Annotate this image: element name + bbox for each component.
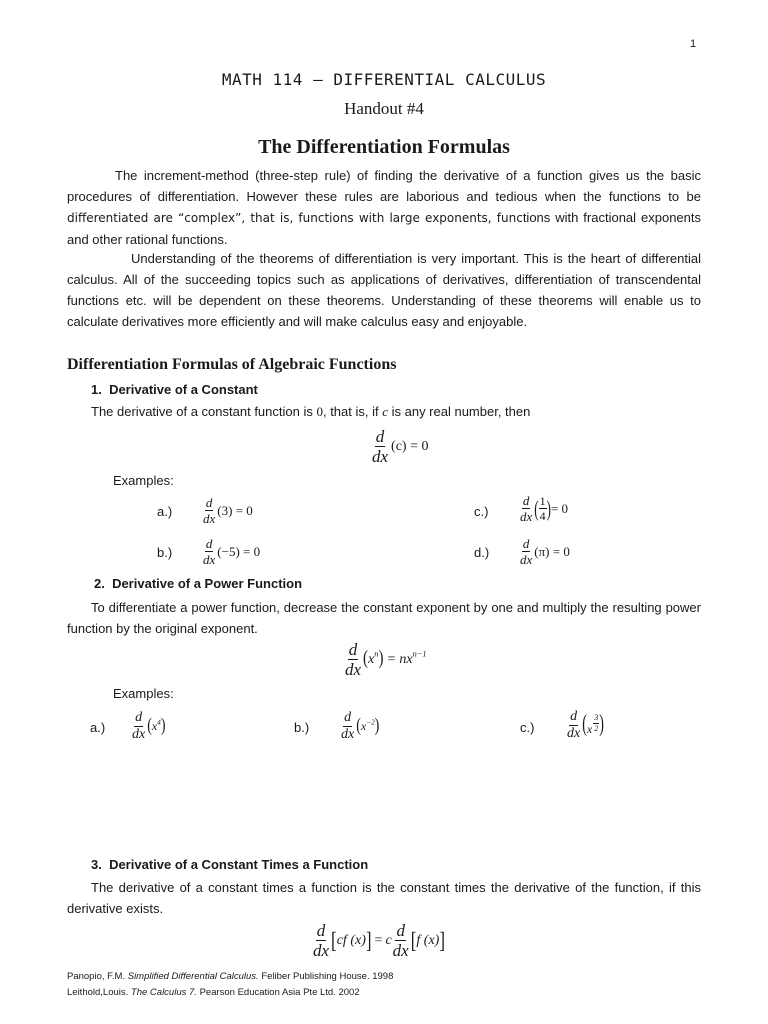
s1-example-d-expr: (π) = 0 — [534, 543, 570, 559]
s2-example-c: $\frac{d}{dx}$ ( x $\frac{3}{2}$ ) — [567, 709, 604, 741]
section-3-text-block — [67, 877, 701, 919]
d-numerator: d — [348, 640, 358, 659]
intro-paragraph-2 — [67, 248, 701, 332]
section-3-text: The derivative of a constant times a function is the constant times the derivative of the function, if this derivative exists. — [67, 880, 701, 916]
section-1-heading: 1. Derivative of a Constant — [91, 382, 258, 397]
section-2-text-block — [67, 597, 701, 639]
reference-title: The Calculus 7. — [130, 987, 197, 998]
constant-multiple-formula: $\frac{d}{dx}$ [ cf (x) ] = c $\frac{d}{dx}$ [ f (x) ] — [313, 921, 445, 960]
course-title: MATH 114 – DIFFERENTIAL CALCULUS — [221, 70, 547, 89]
d-numerator: d — [135, 710, 143, 725]
dx-denominator: dx — [313, 941, 330, 960]
s1-example-c-label: c.) — [474, 504, 489, 519]
s1-examples-label: Examples: — [113, 473, 174, 488]
d-numerator: d — [522, 493, 530, 508]
s1-text-c: is any real number, then — [388, 404, 531, 419]
cf-x: cf (x) — [336, 932, 366, 948]
intro-paragraph-1 — [67, 165, 701, 250]
reference-title: Simplified Differential Calculus. — [127, 971, 259, 982]
s1-example-c-num: 1 — [539, 494, 546, 508]
page-title: The Differentiation Formulas — [258, 136, 510, 158]
section-1-text — [91, 404, 530, 420]
s1-text-b: , that is, if — [322, 404, 383, 419]
s2-example-a-label: a.) — [90, 720, 106, 735]
dx-denominator: dx — [567, 726, 581, 741]
reference-2 — [67, 985, 393, 1001]
s1-example-b-expr: (−5) = 0 — [217, 543, 261, 559]
s1-example-b-label: b.) — [157, 545, 173, 560]
section-heading: Differentiation Formulas of Algebraic Functions — [67, 356, 397, 373]
dx-denominator: dx — [203, 511, 216, 526]
s2-example-c-label: c.) — [520, 720, 535, 735]
s1-example-b — [203, 537, 260, 566]
s2-examples-label: Examples: — [113, 686, 174, 701]
dx-denominator: dx — [132, 727, 146, 742]
s2-example-b: $\frac{d}{dx}$ ( $x^{-2}$ ) — [341, 710, 380, 742]
d-numerator: d — [396, 921, 405, 940]
s1-example-d — [520, 537, 570, 566]
constant-rule-rhs: (c) = 0 — [391, 438, 429, 454]
s2-example-c-exp-num: 3 — [594, 713, 599, 722]
d-numerator: d — [205, 536, 213, 551]
reference-publisher: Pearson Education Asia Pte Ltd. 2002 — [196, 987, 360, 998]
x-variable: x — [151, 719, 158, 733]
x-variable: x — [586, 722, 593, 736]
d-numerator: d — [375, 427, 385, 446]
references — [67, 969, 393, 1001]
d-numerator: d — [344, 710, 352, 725]
s1-example-a — [203, 496, 253, 525]
s2-example-b-label: b.) — [294, 720, 310, 735]
s2-example-a-exp: 4 — [157, 718, 161, 727]
s1-example-a-expr: (3) = 0 — [217, 502, 253, 518]
s1-zero: 0 — [316, 404, 323, 419]
reference-1 — [67, 969, 393, 985]
reference-author: Leithold,Louis. — [67, 987, 131, 998]
s2-example-b-exp: −2 — [366, 718, 375, 727]
handout-number: Handout #4 — [344, 99, 424, 118]
section-3-heading: 3. Derivative of a Constant Times a Function — [91, 857, 369, 872]
power-exponent-n-minus-1: n−1 — [412, 649, 427, 659]
d-numerator: d — [522, 536, 530, 551]
s1-text-a: The derivative of a constant function is — [91, 404, 317, 419]
d-numerator: d — [316, 921, 326, 940]
s1-example-d-label: d.) — [474, 545, 490, 560]
f-x: f (x) — [416, 932, 440, 948]
s1-example-c-den: 4 — [539, 509, 546, 523]
s1-example-c-rhs: = 0 — [550, 500, 569, 516]
constant-c: c — [385, 932, 392, 948]
constant-rule-formula — [372, 428, 428, 465]
power-rule-formula: $\frac{d}{dx}$ ( $x^n$ ) = $nx^{n-1}$ — [345, 640, 427, 679]
s1-c: c — [382, 404, 388, 419]
intro-text-a: The increment-method (three-step rule) of finding the derivative of a function gives us the basic procedures of differentiation. However these rules are laborious and tedious when the functions to be — [67, 168, 701, 204]
intro-text-b: differentiated are “complex”, that is, functions with large exponents, func — [67, 211, 523, 225]
s2-example-c-exp-den: 2 — [594, 724, 599, 733]
intro-text-c: tions with fractional exponents and other rational functions. — [67, 210, 701, 247]
dx-denominator: dx — [345, 660, 362, 679]
s1-example-c: $\frac{d}{dx}$ ( $\frac{1}{4}$ ) = 0 — [520, 493, 569, 524]
s1-example-a-label: a.) — [157, 504, 173, 519]
page-number: 1 — [690, 38, 697, 50]
intro-text-2: Understanding of the theorems of differentiation is very important. This is the heart of differential calculus. All of the succeeding topics such as applications of derivatives, differentiation of transcendental functions etc. will be dependent on these theorems. Understanding of these theorems will enable us to calculate derivatives more efficiently and will make calculus easy and enjoyable. — [67, 251, 701, 329]
section-2-text: To differentiate a power function, decrease the constant exponent by one and multiply the resulting power function by the original exponent. — [67, 600, 701, 636]
section-2-heading: 2. Derivative of a Power Function — [94, 576, 303, 591]
s2-example-a: $\frac{d}{dx}$ ( $x^4$ ) — [132, 710, 166, 742]
dx-denominator: dx — [520, 509, 533, 524]
power-exponent-n: n — [374, 649, 379, 659]
dx-denominator: dx — [203, 552, 216, 567]
reference-publisher: Feliber Publishing House. 1998 — [258, 971, 394, 982]
d-numerator: d — [205, 495, 213, 510]
dx-denominator: dx — [341, 727, 355, 742]
dx-denominator: dx — [520, 552, 533, 567]
x-variable: x — [360, 719, 367, 733]
equals-sign: = — [374, 932, 383, 948]
d-numerator: d — [570, 709, 578, 724]
power-rule-nx: nx — [399, 651, 413, 667]
power-base-x: x — [368, 651, 375, 667]
reference-author: Panopio, F.M. — [67, 971, 128, 982]
dx-denominator: dx — [392, 941, 409, 960]
dx-denominator: dx — [372, 447, 389, 466]
equals-sign: = — [387, 651, 396, 667]
